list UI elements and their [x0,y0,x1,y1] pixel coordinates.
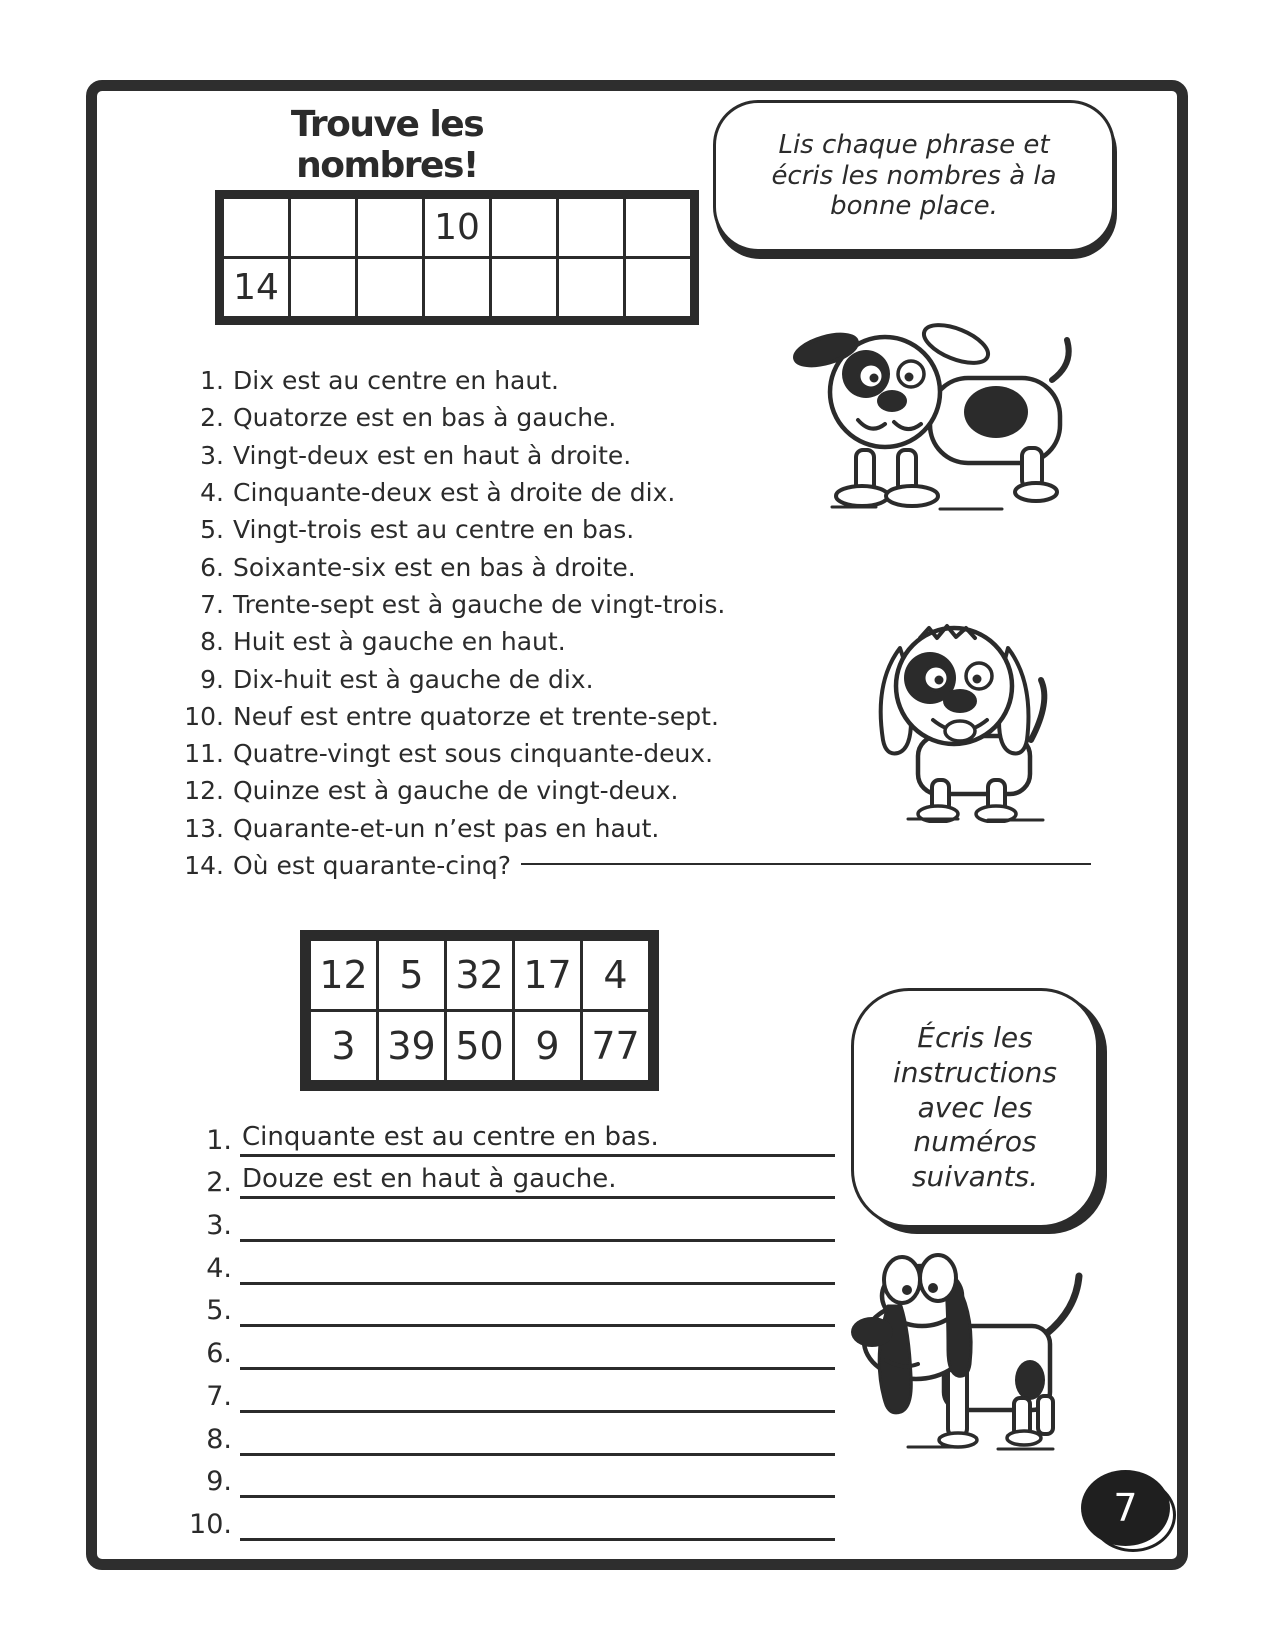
bubble-line: avec les [917,1090,1033,1124]
answer-line-item [160,1413,835,1456]
bubble-line: numéros [913,1125,1037,1159]
clue-number: 8. [200,627,224,657]
grid-cell: 12 [306,936,378,1011]
instructions-bubble-bottom-text [893,1021,1057,1195]
grid-cell [625,195,695,258]
grid-cell [357,258,424,321]
grid-cell: 50 [446,1011,514,1086]
clue-text: Trente-sept est à gauche de vingt-trois. [233,589,726,619]
page-number-badge: 7 [1081,1470,1170,1546]
instructions-bubble-top [713,100,1115,252]
clue-number: 5. [200,515,224,545]
grid-cell: 77 [582,1011,654,1086]
answer-number: 2. [206,1167,232,1199]
grid-cell [290,258,357,321]
grid-cell: 4 [582,936,654,1011]
clue-number: 1. [200,366,224,396]
clue-number: 3. [200,440,224,470]
grid-cell [424,258,491,321]
clue-number: 13. [184,813,224,843]
clue-text: Vingt-deux est en haut à droite. [233,440,632,470]
grid-cell: 9 [514,1011,582,1086]
bubble-line: suivants. [911,1160,1039,1194]
grid-cell: 5 [378,936,446,1011]
clue-number: 14. [184,851,224,880]
grid-cell [357,195,424,258]
answer-grid-top [215,190,699,325]
answer-blank-line [240,1154,835,1200]
clue-text: Quarante-et-un n’est pas en haut. [233,813,660,843]
instructions-bubble-top-text [771,130,1056,221]
grid-cell [558,258,625,321]
answer-number: 8. [206,1423,232,1455]
clue-number: 10. [184,701,224,731]
answer-list [160,1114,835,1541]
clue-item [160,474,1095,511]
answer-blank-line [240,1196,835,1242]
bubble-line: bonne place. [830,191,998,222]
grid-cell: 3 [306,1011,378,1086]
grid-cell [625,258,695,321]
worksheet-title: Trouve les nombres! [290,104,484,186]
answer-line-item [160,1285,835,1328]
clue-text: Quinze est à gauche de vingt-deux. [233,776,679,806]
clue-text: Neuf est entre quatorze et trente-sept. [233,701,719,731]
clue-text: Huit est à gauche en haut. [233,627,566,657]
shaggy-dog-illustration [848,598,1083,823]
grid-cell: 10 [424,195,491,258]
answer-blank-line [240,1111,835,1157]
answer-number: 3. [206,1210,232,1242]
answer-blank-line [240,1282,835,1328]
clue-text: Soixante-six est en bas à droite. [233,552,636,582]
answer-number: 9. [206,1466,232,1498]
clue-number: 4. [200,478,224,508]
clue-number: 12. [184,776,224,806]
answer-number: 4. [206,1252,232,1284]
answer-line-item [160,1157,835,1200]
answer-line-item [160,1242,835,1285]
clue-item [160,399,1095,436]
answer-line-item [160,1456,835,1499]
answer-line-item [160,1114,835,1157]
grid-cell [290,195,357,258]
clue-number: 11. [184,739,224,769]
clue-item [160,548,1095,585]
answer-text: Douze est en haut à gauche. [242,1164,617,1195]
bubble-line: écris les nombres à la [771,160,1057,191]
clue-number: 9. [200,664,224,694]
clue-text: Quatorze est en bas à gauche. [233,403,617,433]
clue-item [160,511,1095,548]
clue-text: Cinquante-deux est à droite de dix. [233,478,676,508]
grid-cell: 39 [378,1011,446,1086]
bubble-line: instructions [893,1055,1057,1089]
answer-blank-line [240,1410,835,1456]
answer-number: 6. [206,1338,232,1370]
clue-item [160,847,1095,884]
answer-blank-line [240,1324,835,1370]
clue-text: Dix-huit est à gauche de dix. [233,664,594,694]
clue-number: 6. [200,552,224,582]
answer-line-item [160,1370,835,1413]
grid-cell: 17 [514,936,582,1011]
clue-item [160,437,1095,474]
grid-row [306,1011,654,1086]
answer-number: 5. [206,1295,232,1327]
answer-line-item [160,1327,835,1370]
grid-row [220,258,695,321]
clue-text: Dix est au centre en haut. [233,366,559,396]
clue-text: Vingt-trois est au centre en bas. [233,515,635,545]
clue-number: 2. [200,403,224,433]
clue-item [160,362,1095,399]
answer-blank-line [240,1367,835,1413]
answer-number: 7. [206,1380,232,1412]
number-grid-bottom [300,930,659,1091]
instructions-bubble-bottom [851,988,1099,1228]
hound-dog-illustration [848,1238,1093,1453]
clue-text: Où est quarante-cinq? [233,851,511,880]
answer-number: 1. [206,1124,232,1156]
answer-text [240,1537,242,1538]
answer-blank-line [521,862,1091,865]
answer-text: Cinquante est au centre en bas. [242,1121,659,1152]
clue-number: 7. [200,589,224,619]
grid-cell [558,195,625,258]
answer-blank-line [240,1453,835,1499]
answer-line-item [160,1498,835,1541]
bubble-line: Lis chaque phrase et [778,130,1050,161]
answer-blank-line [240,1239,835,1285]
grid-cell [220,195,290,258]
grid-cell [491,258,558,321]
clue-text: Quatre-vingt est sous cinquante-deux. [233,739,714,769]
grid-row [220,195,695,258]
bubble-line: Écris les [917,1021,1033,1055]
answer-line-item [160,1199,835,1242]
grid-cell [491,195,558,258]
grid-cell: 32 [446,936,514,1011]
grid-cell: 14 [220,258,290,321]
grid-row [306,936,654,1011]
answer-blank-line [240,1495,835,1541]
answer-number: 10. [189,1508,232,1540]
